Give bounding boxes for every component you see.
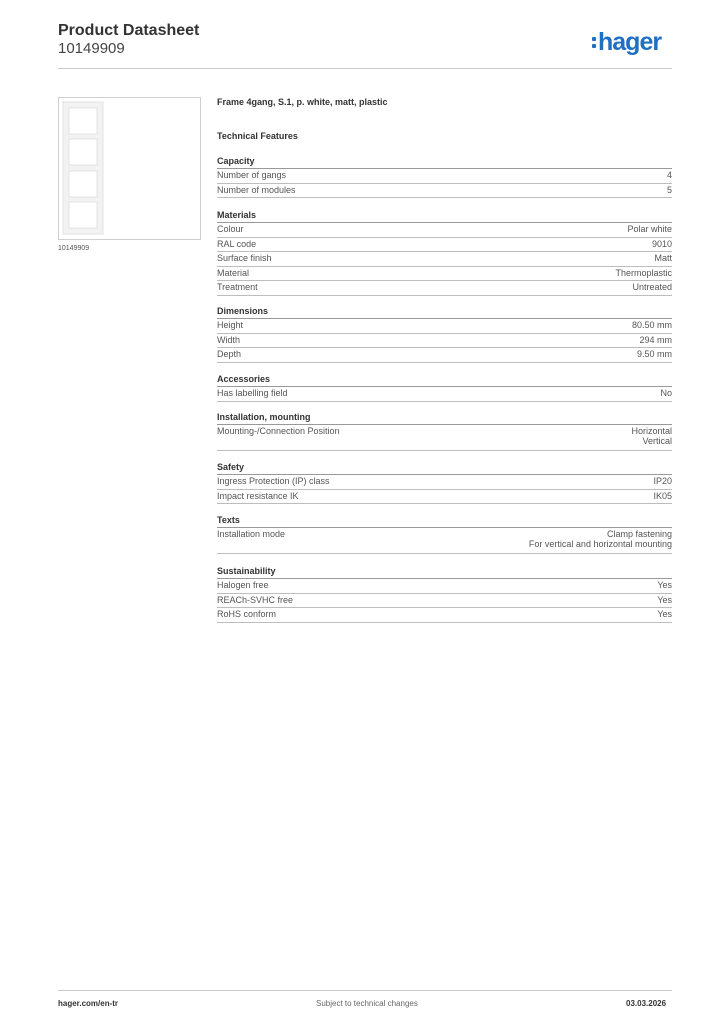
group-title: Texts bbox=[217, 515, 240, 525]
spec-label: Mounting-/Connection Position bbox=[217, 426, 340, 436]
footer-website-link[interactable]: hager.com/en-tr bbox=[58, 999, 119, 1008]
row-divider bbox=[217, 251, 672, 252]
spec-value-line: 4 bbox=[666, 170, 672, 180]
spec-value-line: 9010 bbox=[651, 238, 672, 249]
spec-label: Has labelling field bbox=[217, 388, 288, 398]
row-divider bbox=[217, 607, 672, 608]
spec-value-line: Yes bbox=[657, 594, 672, 605]
footer-date: 03.03.2026 bbox=[626, 999, 667, 1008]
spec-value bbox=[657, 580, 672, 590]
spec-value bbox=[667, 170, 672, 180]
spec-row bbox=[217, 170, 672, 180]
group-divider bbox=[217, 168, 672, 169]
row-divider bbox=[217, 295, 672, 296]
spec-value-line: Horizontal bbox=[631, 426, 672, 436]
image-caption: 10149909 bbox=[58, 245, 90, 252]
spec-label: Surface finish bbox=[217, 253, 272, 264]
page-title: Product Datasheet bbox=[58, 22, 200, 39]
spec-row bbox=[217, 609, 672, 619]
hager-logo[interactable] bbox=[592, 28, 661, 56]
spec-value-line: Thermoplastic bbox=[615, 267, 672, 278]
product-number: 10149909 bbox=[58, 40, 125, 57]
spec-value bbox=[653, 476, 672, 486]
spec-value bbox=[627, 224, 672, 234]
group-title: Capacity bbox=[217, 156, 255, 166]
spec-label: Number of modules bbox=[217, 184, 296, 195]
spec-label: Halogen free bbox=[217, 580, 269, 590]
spec-value-line: For vertical and horizontal mounting bbox=[528, 539, 672, 549]
row-divider bbox=[217, 503, 672, 504]
spec-row bbox=[217, 349, 672, 359]
spec-value-line: IP20 bbox=[653, 476, 672, 486]
spec-value bbox=[615, 268, 672, 278]
spec-value-line: 80.50 mm bbox=[631, 320, 672, 330]
spec-value bbox=[529, 529, 672, 549]
spec-label: Width bbox=[217, 334, 241, 345]
row-divider bbox=[217, 450, 672, 451]
group-title: Installation, mounting bbox=[217, 412, 311, 422]
spec-value bbox=[632, 320, 672, 330]
spec-row bbox=[217, 335, 672, 345]
spec-label: Number of gangs bbox=[217, 170, 287, 180]
spec-value bbox=[631, 426, 672, 446]
spec-value-line: Vertical bbox=[642, 436, 672, 446]
spec-label: REACh-SVHC free bbox=[217, 594, 294, 605]
spec-value bbox=[660, 388, 672, 398]
spec-value bbox=[653, 491, 672, 501]
footer-notice: Subject to technical changes bbox=[316, 999, 418, 1008]
spec-value-line: Matt bbox=[654, 253, 672, 264]
group-title: Materials bbox=[217, 210, 257, 220]
spec-value bbox=[657, 595, 672, 605]
spec-value-line: Yes bbox=[657, 609, 672, 620]
spec-value bbox=[637, 349, 672, 359]
spec-label: Installation mode bbox=[217, 529, 286, 539]
spec-row bbox=[217, 268, 672, 278]
spec-value-line: 9.50 mm bbox=[636, 349, 672, 360]
group-divider bbox=[217, 386, 672, 387]
row-divider bbox=[217, 333, 672, 334]
frame-4gang-icon bbox=[59, 98, 202, 241]
spec-label: RAL code bbox=[217, 238, 257, 249]
row-divider bbox=[217, 197, 672, 198]
group-title: Accessories bbox=[217, 374, 271, 384]
group-divider bbox=[217, 578, 672, 579]
footer-divider bbox=[58, 990, 672, 991]
row-divider bbox=[217, 553, 672, 554]
spec-value-line: IK05 bbox=[653, 490, 672, 501]
spec-row bbox=[217, 476, 672, 486]
spec-row bbox=[217, 224, 672, 234]
row-divider bbox=[217, 489, 672, 490]
spec-row bbox=[217, 595, 672, 605]
row-divider bbox=[217, 347, 672, 348]
spec-value-line: Clamp fastening bbox=[606, 529, 672, 539]
spec-label: Impact resistance IK bbox=[217, 490, 299, 501]
spec-row bbox=[217, 580, 672, 590]
spec-value bbox=[667, 185, 672, 195]
spec-value-line: Untreated bbox=[632, 282, 672, 293]
spec-row bbox=[217, 320, 672, 330]
spec-value bbox=[639, 335, 672, 345]
row-divider bbox=[217, 183, 672, 184]
row-divider bbox=[217, 401, 672, 402]
product-name: Frame 4gang, S.1, p. white, matt, plastic bbox=[217, 97, 388, 107]
group-divider bbox=[217, 222, 672, 223]
group-title: Safety bbox=[217, 462, 245, 472]
logo-text: hager bbox=[598, 27, 662, 56]
spec-value-line: 294 mm bbox=[639, 334, 672, 345]
product-image bbox=[58, 97, 201, 240]
spec-label: Material bbox=[217, 267, 250, 278]
row-divider bbox=[217, 266, 672, 267]
spec-row bbox=[217, 388, 672, 398]
spec-row bbox=[217, 529, 672, 549]
spec-value bbox=[657, 609, 672, 619]
spec-value-line: 5 bbox=[666, 184, 672, 195]
row-divider bbox=[217, 237, 672, 238]
row-divider bbox=[217, 622, 672, 623]
spec-label: RoHS conform bbox=[217, 609, 277, 620]
spec-label: Ingress Protection (IP) class bbox=[217, 476, 330, 486]
technical-features-heading: Technical Features bbox=[217, 131, 298, 141]
spec-value bbox=[654, 253, 672, 263]
spec-value-line: No bbox=[660, 388, 672, 398]
group-divider bbox=[217, 318, 672, 319]
spec-value bbox=[652, 239, 672, 249]
spec-row bbox=[217, 426, 672, 446]
group-divider bbox=[217, 474, 672, 475]
spec-row bbox=[217, 282, 672, 292]
spec-row bbox=[217, 239, 672, 249]
group-title: Dimensions bbox=[217, 306, 269, 316]
logo-dots-icon bbox=[592, 37, 596, 48]
spec-row bbox=[217, 491, 672, 501]
spec-label: Height bbox=[217, 320, 244, 330]
spec-value-line: Polar white bbox=[627, 224, 672, 234]
row-divider bbox=[217, 280, 672, 281]
spec-label: Colour bbox=[217, 224, 244, 234]
header-divider bbox=[58, 68, 672, 69]
group-divider bbox=[217, 424, 672, 425]
row-divider bbox=[217, 593, 672, 594]
group-divider bbox=[217, 527, 672, 528]
group-title: Sustainability bbox=[217, 566, 276, 576]
spec-label: Depth bbox=[217, 349, 242, 360]
spec-value bbox=[632, 282, 672, 292]
spec-label: Treatment bbox=[217, 282, 258, 293]
row-divider bbox=[217, 362, 672, 363]
spec-row bbox=[217, 185, 672, 195]
spec-value-line: Yes bbox=[657, 580, 672, 590]
spec-row bbox=[217, 253, 672, 263]
